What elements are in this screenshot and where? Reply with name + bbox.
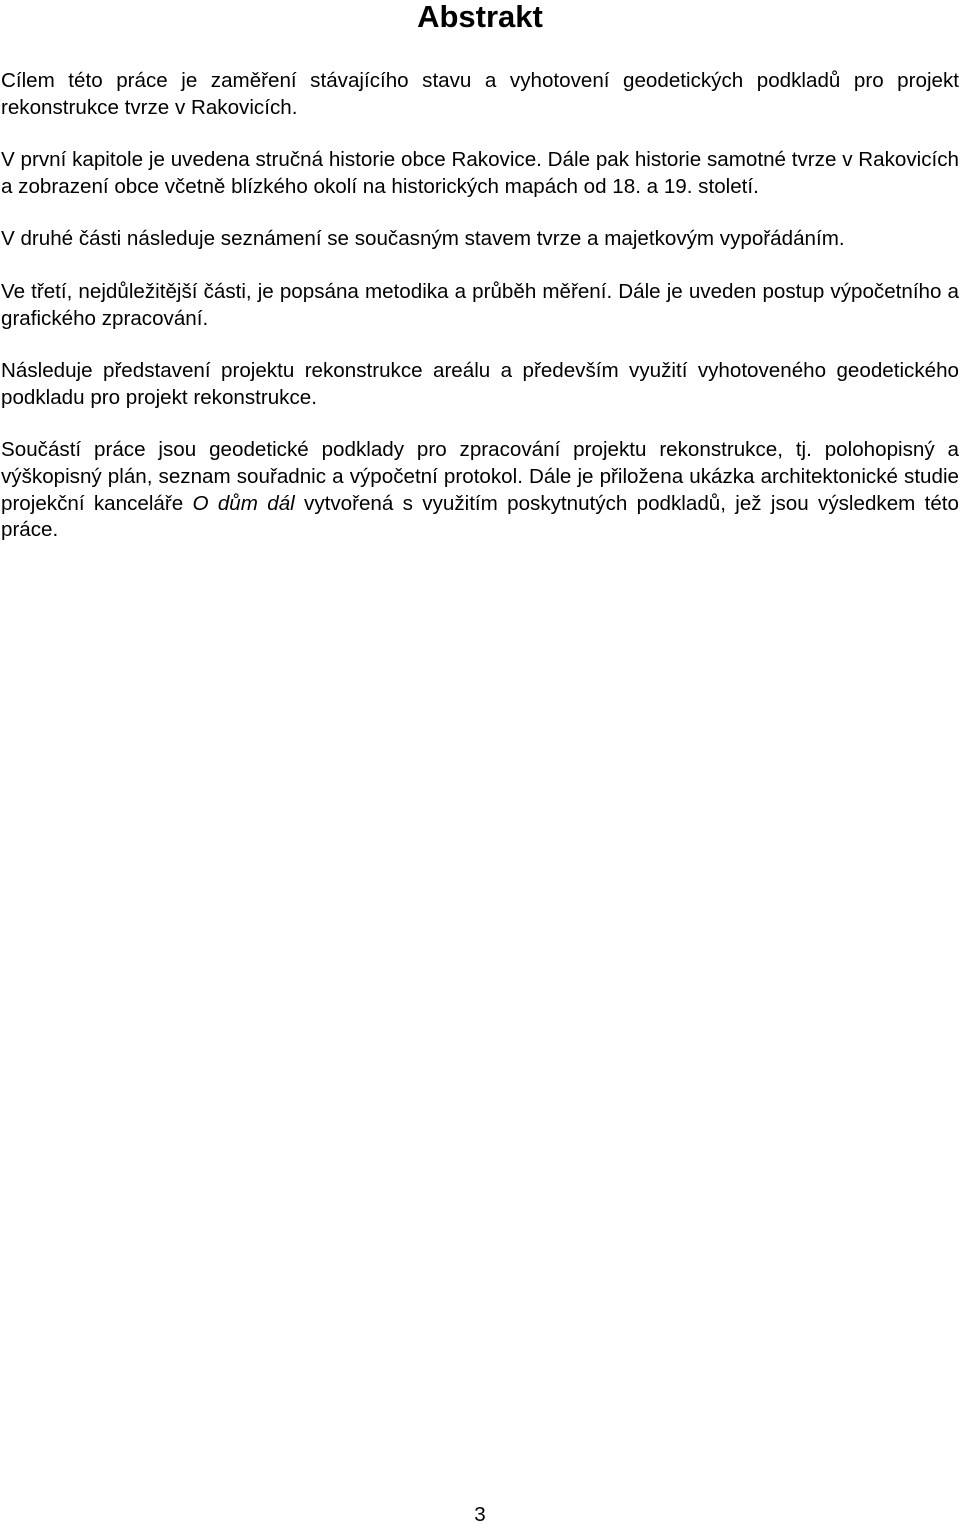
document-title: Abstrakt bbox=[417, 0, 543, 34]
office-name: O dům dál bbox=[192, 491, 295, 515]
attachments-text-end: vytvořená s využitím poskytnutých podkladů, jež jsou výsledkem této práce. bbox=[1, 491, 959, 542]
paragraph-chapter-three: Ve třetí, nejdůležitější části, je popsána metodika a průběh měření. Dále je uveden postup výpočetního a grafického zpracování. bbox=[1, 279, 959, 330]
page-number: 3 bbox=[474, 1503, 486, 1526]
paragraph-chapter-one: V první kapitole je uvedena stručná historie obce Rakovice. Dále pak historie samotné tvrze v Rakovicích a zobrazení obce včetně blízkého okolí na historických mapách od 18. a 19. století. bbox=[1, 148, 959, 198]
paragraph-project: Následuje představení projektu rekonstrukce areálu a především využití vyhotoveného geodetického podkladu pro projekt rekonstrukce. bbox=[1, 359, 959, 409]
paragraph-chapter-two: V druhé části následuje seznámení se současným stavem tvrze a majetkovým vypořádáním. bbox=[1, 227, 845, 251]
attachments-text-start: Součástí práce jsou geodetické podklady pro zpracování projektu rekonstrukce, tj. polohopisný a výškopisný plán, seznam souřadnic a výpočetní protokol. Dále je přiložena ukázka architektonické studie projekční kanceláře bbox=[1, 438, 959, 515]
abstract-body bbox=[1, 68, 959, 570]
paragraph-attachments bbox=[1, 437, 959, 543]
paragraph-aim: Cílem této práce je zaměření stávajícího stavu a vyhotovení geodetických podkladů pro projekt rekonstrukce tvrze v Rakovicích. bbox=[1, 69, 959, 119]
